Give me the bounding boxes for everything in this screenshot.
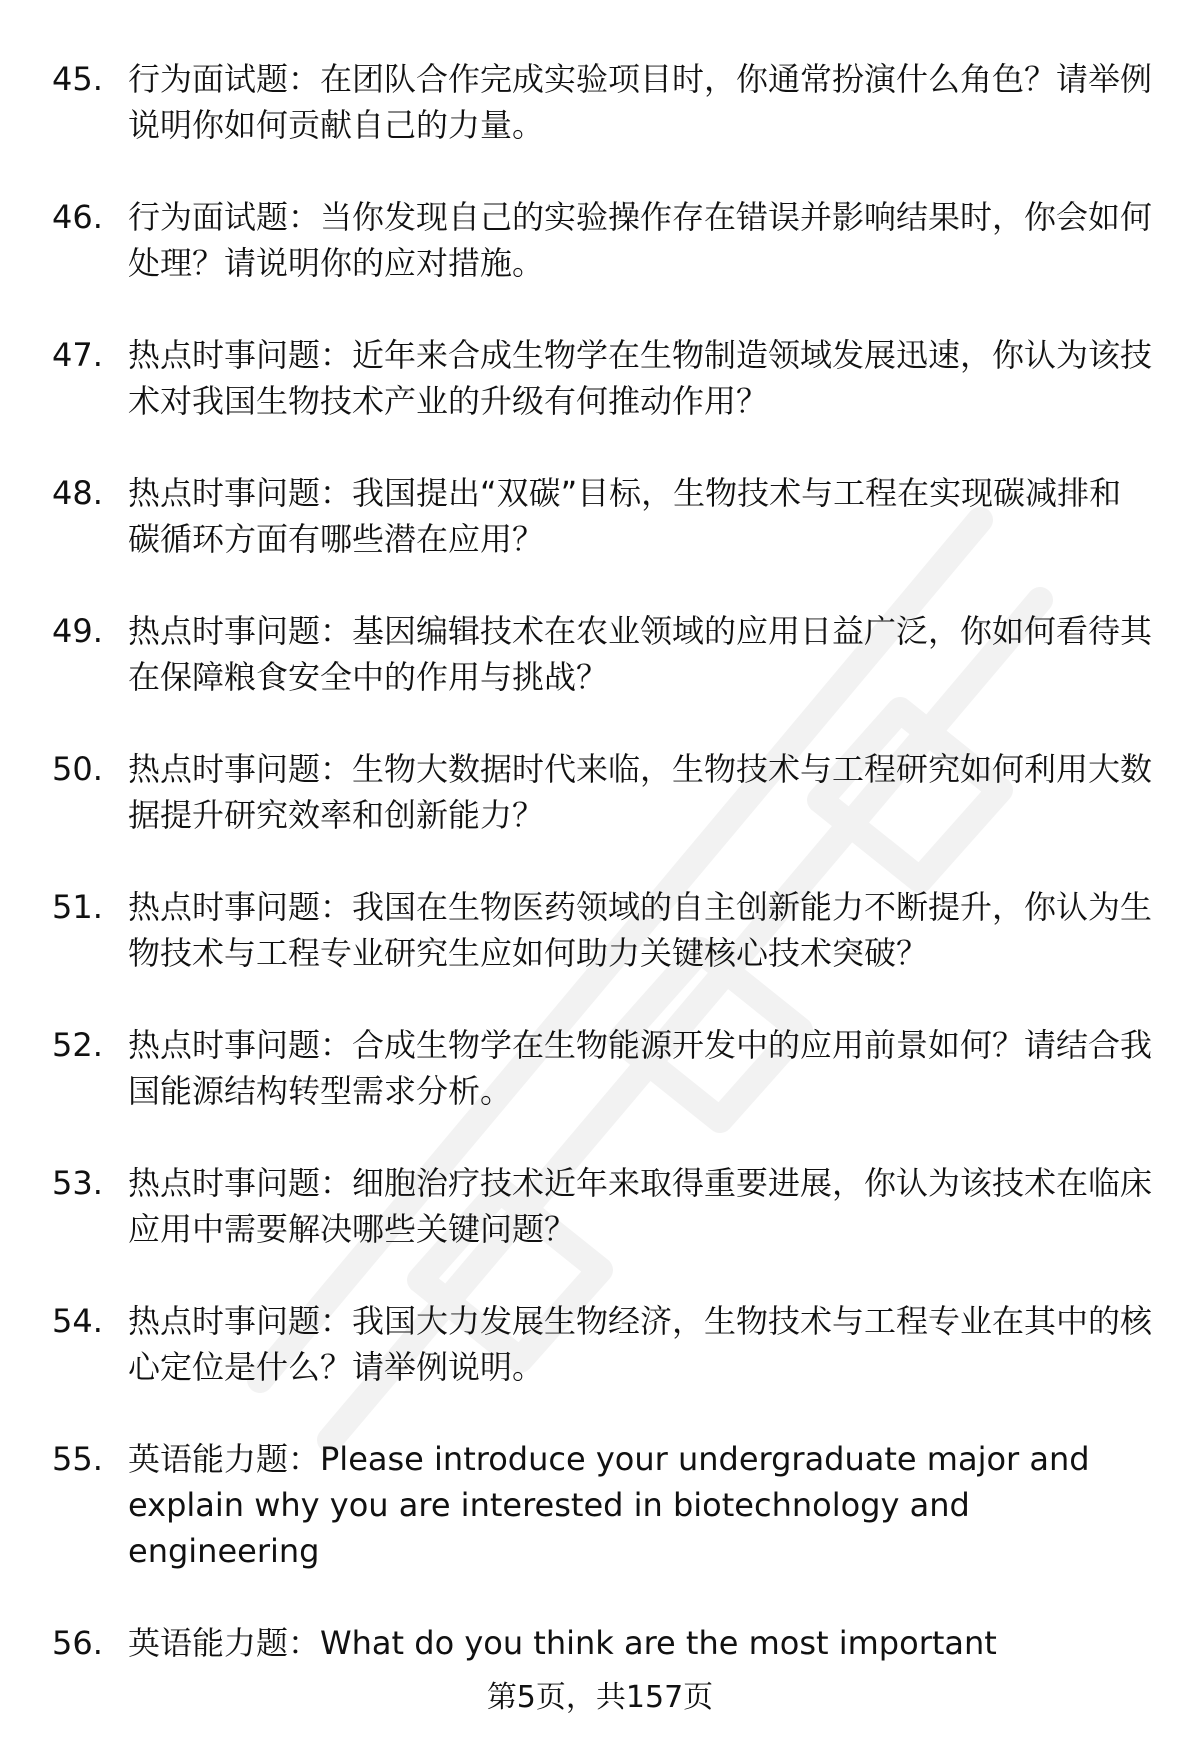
- question-item: [52, 1620, 1152, 1666]
- question-text: 热点时事问题：我国大力发展生物经济，生物技术与工程专业在其中的核心定位是什么？请举例说明。: [128, 1302, 1153, 1386]
- question-number: 53.: [52, 1164, 103, 1202]
- question-number: 47.: [52, 336, 103, 374]
- question-number: 46.: [52, 198, 103, 236]
- question-number: 50.: [52, 750, 103, 788]
- question-item: [52, 608, 1152, 700]
- question-number: 48.: [52, 474, 103, 512]
- question-text: 英语能力题：What do you think are the most important: [128, 1624, 997, 1662]
- question-item: [52, 194, 1152, 286]
- question-item: [52, 1160, 1152, 1252]
- question-text: 行为面试题：当你发现自己的实验操作存在错误并影响结果时，你会如何处理？请说明你的应对措施。: [128, 198, 1153, 282]
- question-text: 英语能力题：Please introduce your undergraduate major and explain why you are interested in biotechnology and engineering: [128, 1440, 1090, 1570]
- question-text: 热点时事问题：生物大数据时代来临，生物技术与工程研究如何利用大数据提升研究效率和创新能力？: [128, 750, 1153, 834]
- question-item: [52, 884, 1152, 976]
- question-text: 行为面试题：在团队合作完成实验项目时，你通常扮演什么角色？请举例说明你如何贡献自己的力量。: [128, 60, 1153, 144]
- question-text: 热点时事问题：合成生物学在生物能源开发中的应用前景如何？请结合我国能源结构转型需求分析。: [128, 1026, 1153, 1110]
- question-number: 49.: [52, 612, 103, 650]
- question-item: [52, 746, 1152, 838]
- question-text: 热点时事问题：我国提出“双碳”目标，生物技术与工程在实现碳减排和碳循环方面有哪些潜在应用？: [128, 474, 1122, 558]
- question-number: 54.: [52, 1302, 103, 1340]
- question-text: 热点时事问题：细胞治疗技术近年来取得重要进展，你认为该技术在临床应用中需要解决哪些关键问题？: [128, 1164, 1153, 1248]
- page-footer: [0, 1678, 1200, 1718]
- question-item: [52, 56, 1152, 148]
- question-item: [52, 1022, 1152, 1114]
- question-number: 51.: [52, 888, 103, 926]
- question-number: 56.: [52, 1624, 103, 1662]
- question-item: [52, 332, 1152, 424]
- question-text: 热点时事问题：基因编辑技术在农业领域的应用日益广泛，你如何看待其在保障粮食安全中的作用与挑战？: [128, 612, 1153, 696]
- question-number: 52.: [52, 1026, 103, 1064]
- question-number: 55.: [52, 1440, 103, 1478]
- page-number-label: 第5页，共157页: [486, 1680, 714, 1715]
- question-item: [52, 1298, 1152, 1390]
- question-text: 热点时事问题：我国在生物医药领域的自主创新能力不断提升，你认为生物技术与工程专业研究生应如何助力关键核心技术突破？: [128, 888, 1153, 972]
- question-number: 45.: [52, 60, 103, 98]
- question-list: [52, 56, 1152, 1666]
- question-item: [52, 1436, 1152, 1574]
- question-text: 热点时事问题：近年来合成生物学在生物制造领域发展迅速，你认为该技术对我国生物技术产业的升级有何推动作用？: [128, 336, 1153, 420]
- question-item: [52, 470, 1152, 562]
